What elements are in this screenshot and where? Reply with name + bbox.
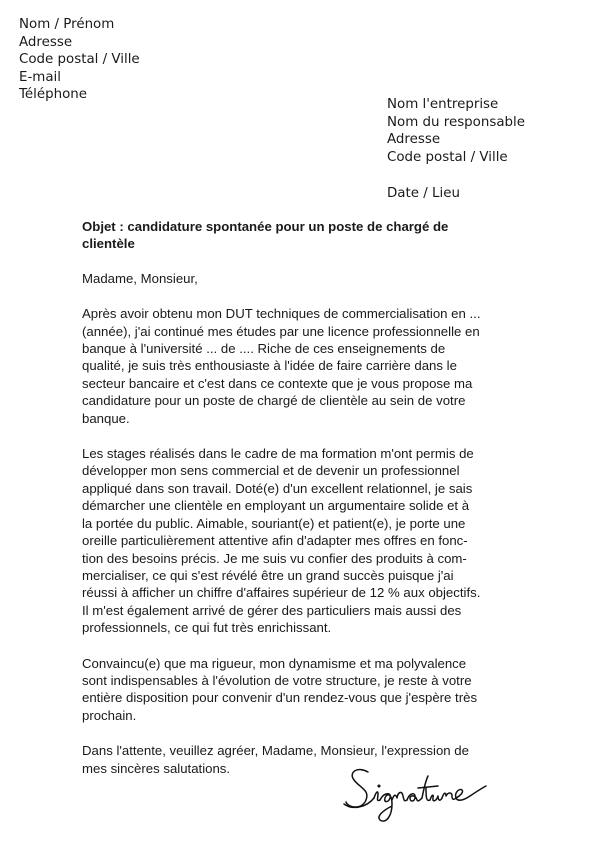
paragraph-line: démarcher une clientèle en employant un argumentaire solide et à <box>82 498 470 514</box>
paragraph-line: Après avoir obtenu mon DUT techniques de commercialisation en ... <box>82 306 481 322</box>
paragraph-line: qualité, je suis très enthousiaste à l'idée de faire carrière dans le <box>82 358 457 374</box>
letter-body <box>82 218 512 777</box>
handwritten-signature <box>340 758 490 828</box>
recipient-manager: Nom du responsable <box>387 114 525 130</box>
letter-paragraph <box>82 655 512 725</box>
paragraph-line: professionnels, ce qui fut très enrichissant. <box>82 620 332 636</box>
paragraph-line: Convaincu(e) que ma rigueur, mon dynamisme et ma polyvalence <box>82 655 467 671</box>
sender-postal-city: Code postal / Ville <box>19 52 140 68</box>
sender-block <box>19 16 140 104</box>
paragraph-line: oreille particulièrement attentive afin d'adapter mes offres en fonc- <box>82 533 468 549</box>
paragraph-line: Il m'est également arrivé de gérer des particuliers mais aussi des <box>82 602 462 618</box>
paragraph-line: appliqué dans son travail. Doté(e) d'un excellent relationnel, je sais <box>82 480 473 496</box>
paragraph-line: réussi à afficher un chiffre d'affaires supérieur de 12 % aux objectifs. <box>82 585 481 601</box>
salutation: Madame, Monsieur, <box>82 270 198 286</box>
sender-address: Adresse <box>19 34 73 50</box>
recipient-company: Nom l'entreprise <box>387 97 499 112</box>
paragraph-line: entière disposition pour convenir d'un rendez-vous que j'espère très <box>82 690 478 706</box>
letter-paragraph <box>82 445 512 636</box>
sender-name: Nom / Prénom <box>19 17 115 32</box>
paragraph-line: secteur bancaire et c'est dans ce contexte que je vous propose ma <box>82 375 473 391</box>
paragraph-line: mercialiser, ce qui s'est révélé être un grand succès puisque j'ai <box>82 567 454 583</box>
paragraph-line: prochain. <box>82 707 137 723</box>
paragraph-line: banque à l'université ... de .... Riche de ces enseignements de <box>82 341 446 357</box>
recipient-block <box>387 96 525 166</box>
sender-email: E-mail <box>19 69 61 85</box>
paragraph-line: (année), j'ai continué mes études par une licence professionnelle en <box>82 323 480 339</box>
paragraph-line: développer mon sens commercial et de devenir un professionnel <box>82 463 460 479</box>
recipient-address: Adresse <box>387 132 441 148</box>
sender-phone: Téléphone <box>19 87 88 103</box>
paragraph-line: Les stages réalisés dans le cadre de ma formation m'ont permis de <box>82 446 474 462</box>
letter-paragraph <box>82 305 512 427</box>
paragraph-line: tion des besoins précis. Je me suis vu confier des produits à com- <box>82 550 467 566</box>
letter-paragraphs <box>82 305 512 777</box>
paragraph-line: candidature pour un poste de chargé de clientèle au sein de votre <box>82 393 466 409</box>
subject-line-1: Objet : candidature spontanée pour un poste de chargé de <box>82 219 449 234</box>
paragraph-line: mes sincères salutations. <box>82 760 231 776</box>
paragraph-line: Dans l'attente, veuillez agréer, Madame, Monsieur, l'expression de <box>82 743 469 759</box>
paragraph-line: sont indispensables à l'évolution de votre structure, je reste à votre <box>82 672 472 688</box>
paragraph-line: la portée du public. Aimable, souriant(e) et patient(e), je porte une <box>82 515 466 531</box>
subject-line <box>82 218 512 253</box>
recipient-postal-city: Code postal / Ville <box>387 149 508 165</box>
subject-line-2: clientèle <box>82 236 135 252</box>
paragraph-line: banque. <box>82 410 130 426</box>
date-place: Date / Lieu <box>387 186 460 201</box>
